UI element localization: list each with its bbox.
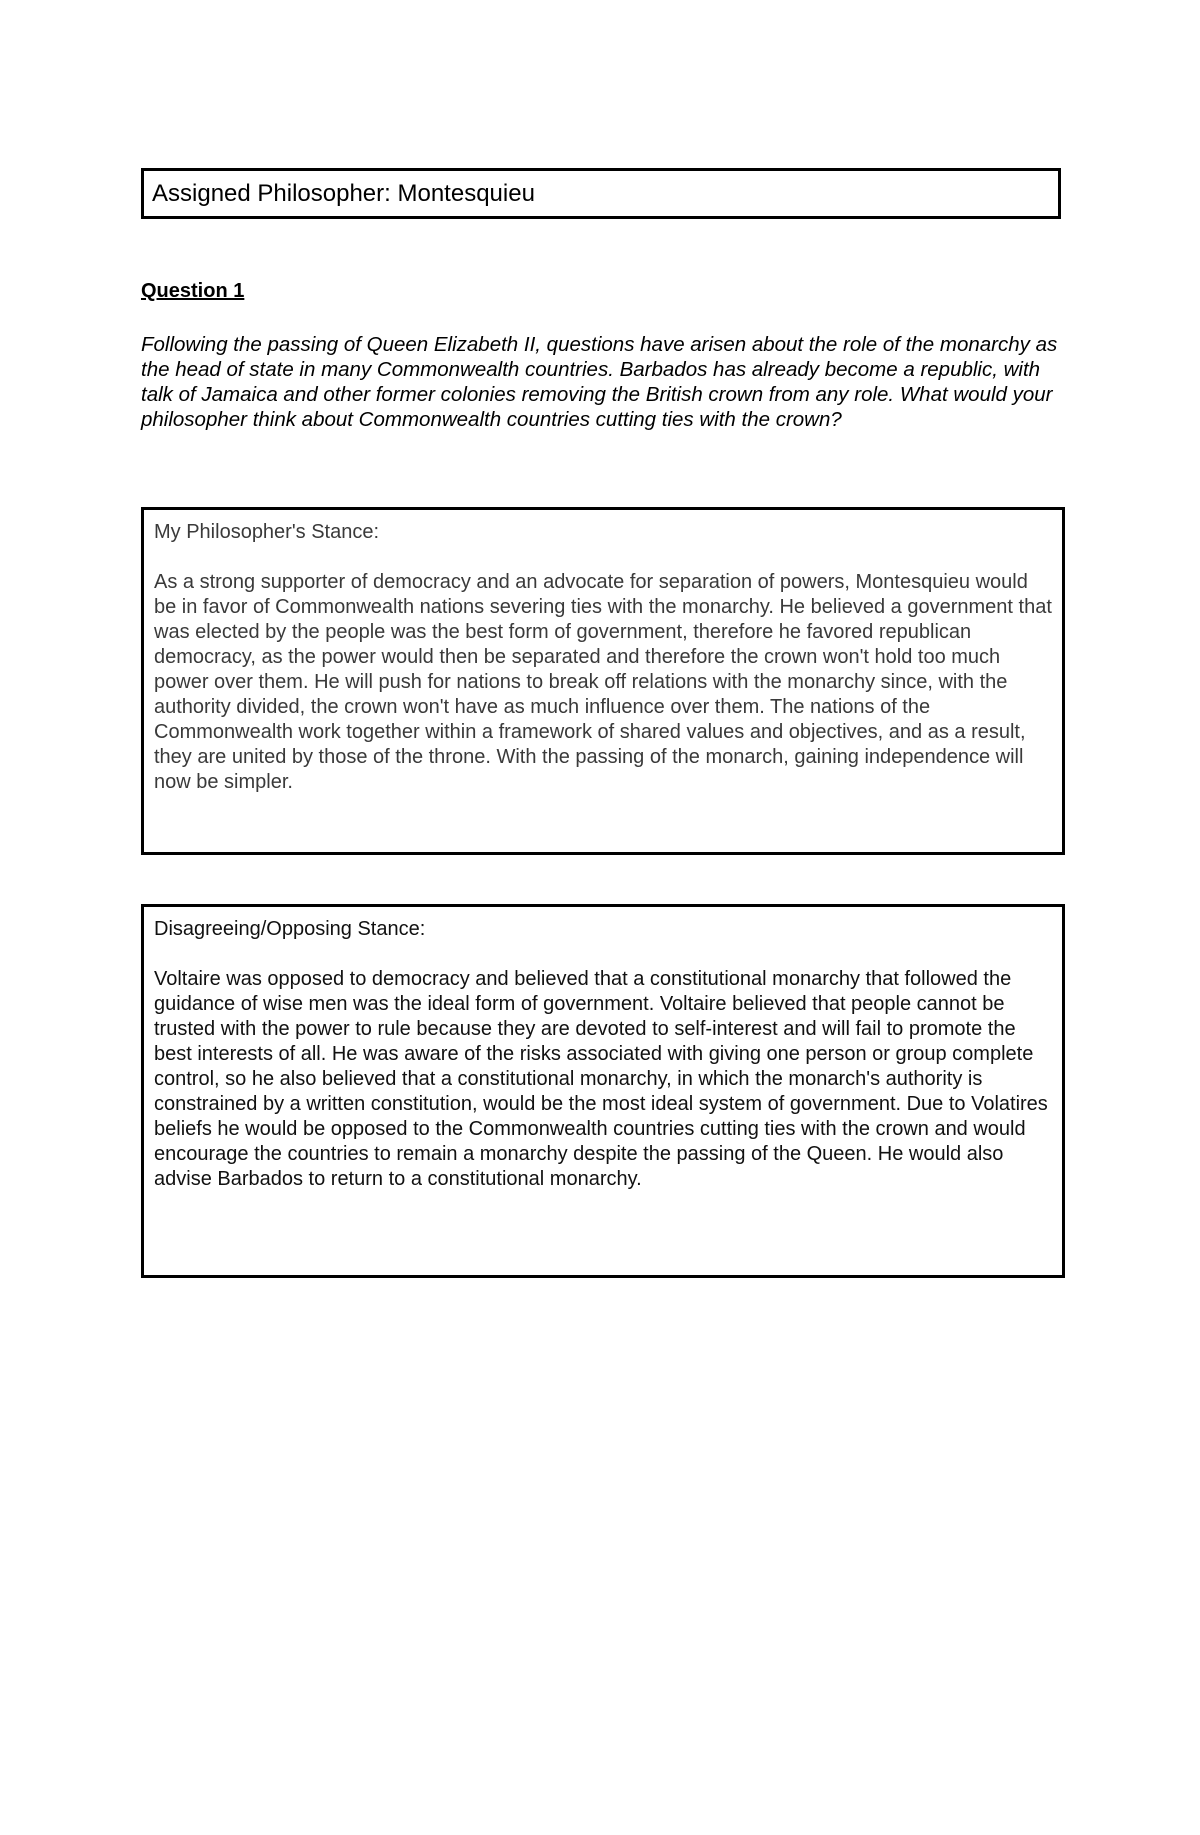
- opposing-stance-body: Voltaire was opposed to democracy and believed that a constitutional monarchy that followed the guidance of wise men was the ideal form of government. Voltaire believed that people cannot be trusted with the power to rule because they are devoted to self-interest and will fail to promote the best interests of all. He was aware of the risks associated with giving one person or group complete control, so he also believed that a constitutional monarchy, in which the monarch's authority is constrained by a written constitution, would be the most ideal system of government. Due to Volatires beliefs he would be opposed to the Commonwealth countries cutting ties with the crown and would encourage the countries to remain a monarchy despite the passing of the Queen. He would also advise Barbados to return to a constitutional monarchy.: [154, 968, 1048, 1190]
- my-stance-label: My Philosopher's Stance:: [154, 521, 380, 543]
- my-stance-body: As a strong supporter of democracy and an advocate for separation of powers, Montesquieu would be in favor of Commonwealth nations severing ties with the monarchy. He believed a government that was elected by the people was the best form of government, therefore he favored republican democracy, as the power would then be separated and therefore the crown won't hold too much power over them. He will push for nations to break off relations with the monarchy since, with the authority divided, the crown won't have as much influence over them. The nations of the Commonwealth work together within a framework of shared values and objectives, and as a result, they are united by those of the throne. With the passing of the monarch, gaining independence will now be simpler.: [154, 571, 1052, 793]
- assigned-philosopher-box: [141, 168, 1061, 219]
- opposing-stance-box: [141, 904, 1065, 1278]
- opposing-stance-label: Disagreeing/Opposing Stance:: [154, 918, 426, 940]
- question-prompt: Following the passing of Queen Elizabeth II, questions have arisen about the role of the monarchy as the head of state in many Commonwealth countries. Barbados has already become a republic, with talk of Jamaica and other former colonies removing the British crown from any role. What would your philosopher think about Commonwealth countries cutting ties with the crown?: [141, 333, 1058, 431]
- my-philosopher-stance-box: [141, 507, 1065, 855]
- question-heading: Question 1: [141, 280, 245, 302]
- assigned-philosopher-title: Assigned Philosopher: Montesquieu: [152, 179, 535, 207]
